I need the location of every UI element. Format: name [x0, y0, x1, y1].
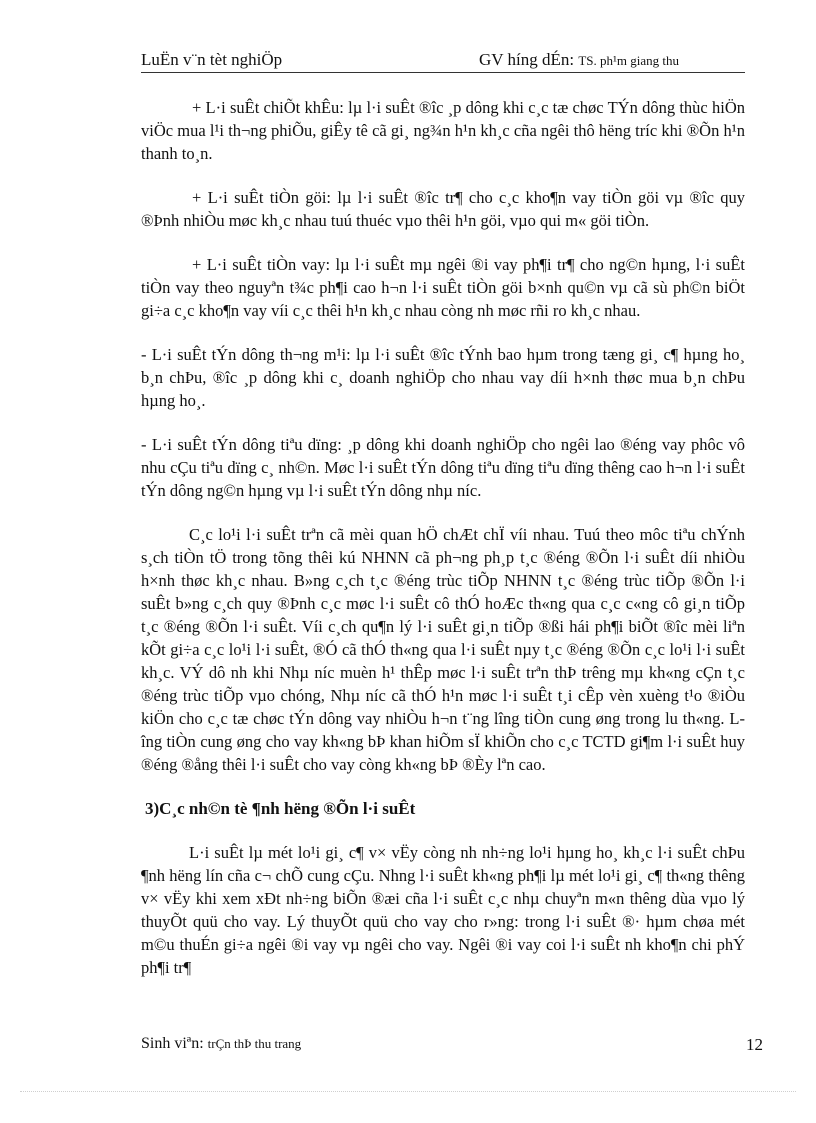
page-body — [141, 96, 745, 979]
footer-student-name: trÇn thÞ thu trang — [207, 1036, 302, 1051]
paragraph-lending-rate: + L·i suÊt tiÒn vay: lµ l·i suÊt mµ ngêi ®i vay ph¶i tr¶ cho ng©n hµng, l·i suÊt tiÒn vay theo nguyªn t¾c ph¶i cao h¬n l·i suÊt tiÒn göi b×nh qu©n vµ cã sù ph©n biÖt gi÷a c¸c kho¶n vay víi c¸c thêi h¹n kh¸c nhau còng nh møc rñi ro kh¸c nhau. — [141, 255, 745, 320]
section-heading: 3)C¸c nh©n tè ¶nh hëng ®Õn l·i suÊt — [145, 799, 416, 818]
header-supervisor-label: GV híng dÉn: — [479, 50, 575, 69]
page-footer — [141, 1035, 763, 1057]
paragraph-rate-relationships: C¸c lo¹i l·i suÊt trªn cã mèi quan hÖ chÆt chÏ víi nhau. Tuú theo môc tiªu chÝnh s¸ch tiÒn tÖ trong tõng thêi kú NHNN cã ph¬ng ph¸p t¸c ®éng ®Õn l·i suÊt díi nhiÒu h×nh thøc kh¸c nhau. B»ng c¸ch t¸c ®éng trùc tiÕp NHNN t¸c ®éng trùc tiÕp ®Õn l·i suÊt b»ng c¸ch quy ®Þnh c¸c møc l·i suÊt cô thÓ hoÆc th«ng qua c¸c c«ng cô gi¸n tiÕp t¸c ®éng ®Õn l·i suÊt. Víi c¸ch qu¶n lý l·i suÊt gi¸n tiÕp ®ßi hái ph¶i biÕt ®îc mèi liªn kÕt gi÷a c¸c lo¹i l·i suÊt, ®Ó cã thÓ th«ng qua l·i suÊt nµy t¸c ®éng ®Õn c¸c lo¹i l·i suÊt kh¸c. VÝ dô nh khi Nhµ níc muèn h¹ thÊp møc l·i suÊt trªn thÞ trêng mµ kh«ng cÇn t¸c ®éng trùc tiÕp vµo chóng, Nhµ níc cã thÓ h¹n møc l·i suÊt t¸i cÊp vèn xuèng t¹o ®iÒu kiÖn cho c¸c tæ chøc tÝn dông vay nhiÒu h¬n t¨ng lîng tiÒn cung øng trong lu th«ng. Lîng tiÒn cung øng cho vay kh«ng bÞ khan hiÕm sÏ khiÕn cho c¸c TCTD gi¶m l·i suÊt huy ®éng ®ång thêi l·i suÊt cho vay còng kh«ng bÞ ®Èy lªn cao. — [141, 525, 745, 774]
paragraph-deposit-rate: + L·i suÊt tiÒn göi: lµ l·i suÊt ®îc tr¶ cho c¸c kho¶n vay tiÒn göi vµ ®îc quy ®Þnh nhiÒu møc kh¸c nhau tuú thuéc vµo thêi h¹n göi, vµo qui m« göi tiÒn. — [141, 188, 745, 230]
page-bottom-divider — [20, 1091, 796, 1092]
footer-student — [141, 1035, 301, 1053]
header-supervisor-name: TS. ph¹m giang thu — [578, 53, 680, 68]
header-supervisor — [479, 50, 679, 70]
paragraph-consumer-credit-rate: - L·i suÊt tÝn dông tiªu dïng: ¸p dông khi doanh nghiÖp cho ngêi lao ®éng vay phôc vô nhu cÇu tiªu dïng c¸ nh©n. Møc l·i suÊt tÝn dông tiªu dïng tiªu dïng thêng cao h¬n l·i suÊt tÝn dông ng©n hµng vµ l·i suÊt tÝn dông nhµ níc. — [141, 435, 745, 500]
paragraph-discount-rate: + L·i suÊt chiÕt khÊu: lµ l·i suÊt ®îc ¸p dông khi c¸c tæ chøc TÝn dông thùc hiÖn viÖc mua l¹i th¬ng phiÕu, giÊy tê cã gi¸ ng¾n h¹n kh¸c cña ngêi thô hëng tríc khi ®Õn h¹n thanh to¸n. — [141, 98, 745, 163]
page-number: 12 — [746, 1035, 763, 1054]
page-header — [141, 50, 745, 73]
footer-student-label: Sinh viªn: — [141, 1035, 204, 1052]
paragraph-commercial-credit-rate: - L·i suÊt tÝn dông th¬ng m¹i: lµ l·i suÊt ®îc tÝnh bao hµm trong tæng gi¸ c¶ hµng ho¸ b¸n chÞu, ®îc ¸p dông khi c¸ doanh nghiÖp cho nhau vay díi h×nh thøc mua b¸n chÞu hµng ho¸. — [141, 345, 745, 410]
header-thesis-title: LuËn v¨n tèt nghiÖp — [141, 50, 283, 69]
paragraph-supply-demand: L·i suÊt lµ mét lo¹i gi¸ c¶ v× vËy còng nh nh÷ng lo¹i hµng ho¸ kh¸c l·i suÊt chÞu ¶nh hëng lín cña c¬ chÕ cung cÇu. Nhng l·i suÊt kh«ng ph¶i lµ mét lo¹i gi¸ c¶ th«ng thêng v× vËy khi xem xÐt nh÷ng biÕn ®æi cña l·i suÊt c¸c nhµ chuyªn m«n thêng dùa vµo lý thuyÕt quü cho vay. Lý thuyÕt quü cho vay cho r»ng: trong l·i suÊt ®· hµm chøa mét m©u thuÉn gi÷a ngêi ®i vay vµ ngêi cho vay. Ngêi ®i vay coi l·i suÊt nh kho¶n chi phÝ ph¶i tr¶ — [141, 843, 745, 977]
